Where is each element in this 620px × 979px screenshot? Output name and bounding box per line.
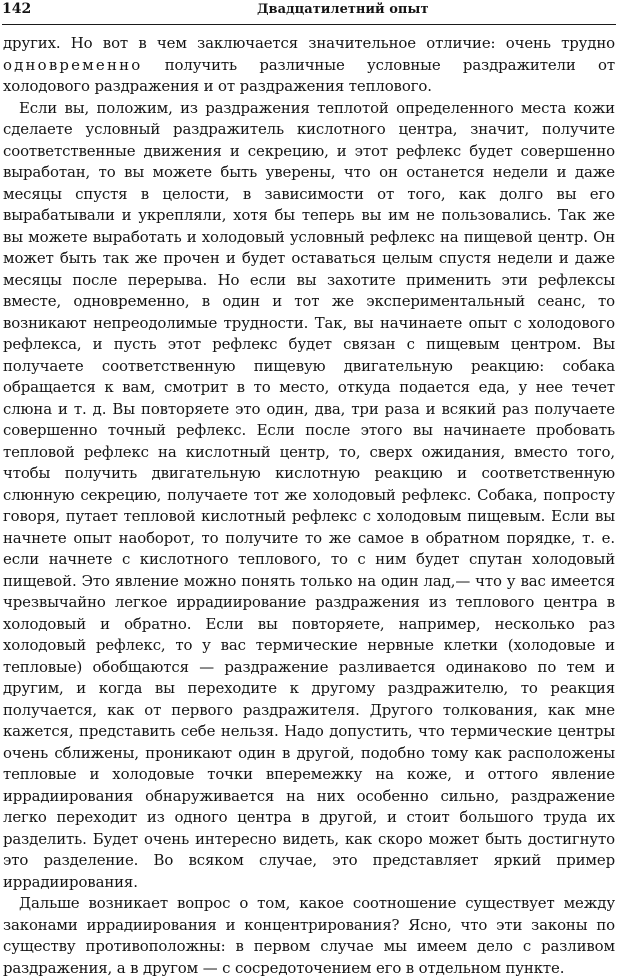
running-title: Двадцатилетний опыт [257, 2, 429, 17]
emphasized-word: одновременно [3, 55, 143, 74]
body-text [3, 33, 615, 979]
paragraph-irradiation-question: Дальше возникает вопрос о том, какое соотношение существует между законами иррадиирования и концентрирования? Ясно, что эти законы по существу противоположны: в первом случае мы имеем дело с разливом раздражения, а в другом — с сосредоточением его в отдельном пункте. [3, 894, 615, 977]
paragraph-rest: получить различные условные раздражители от холодового раздражения и от раздражения теплового. [3, 55, 615, 95]
paragraph-lead: других. Но вот в чем заключается значительное отличие: очень трудно [3, 34, 615, 52]
page-header [2, 0, 616, 25]
paragraph-continued [3, 33, 615, 98]
paragraph-thermal-reflexes: Если вы, положим, из раздражения теплотой определенного места кожи сделаете условный раздражитель кислотного центра, значит, получите соответственные движения и секрецию, и этот рефлекс будет совершенно выработан, то вы можете быть уверены, что он останется недели и даже месяцы спустя в целости, в зависимости от того, как долго вы его вырабатывали и укрепляли, хотя бы теперь вы им не пользовались. Так же вы можете выработать и холодовый условный рефлекс на пищевой центр. Он может быть так же прочен и будет оставаться целым спустя недели и даже месяцы после перерыва. Но если вы захотите применить эти рефлексы вместе, одновременно, в один и тот же экспериментальный сеанс, то возникают непреодолимые трудности. Так, вы начинаете опыт с холодового рефлекса, и пусть этот рефлекс будет связан с пищевым центром. Вы получаете соответственную пищевую двигательную реакцию: собака обращается к вам, смотрит в то место, откуда подается еда, у нее течет слюна и т. д. Вы повторяете это один, два, три раза и всякий раз получаете совершенно точный рефлекс. Если после этого вы начинаете пробовать тепловой рефлекс на кислотный центр, то, сверх ожидания, вместо того, чтобы получить двигательную кислотную реакцию и соответственную слюнную секрецию, получаете тот же холодовый рефлекс. Собака, попросту говоря, путает тепловой кислотный рефлекс с холодовым пищевым. Если вы начнете опыт наоборот, то получите то же самое в обратном порядке, т. е. если начнете с кислотного теплового, то с ним будет спутан холодовый пищевой. Это явление можно понять только на один лад,— что у вас имеется чрезвычайно легкое иррадиирование раздражения из теплового центра в холодовый и обратно. Если вы повторяете, например, несколько раз холодовый рефлекс, то у вас термические нервные клетки (холодовые и тепловые) обобщаются — раздражение разливается одинаково по тем и другим, и когда вы переходите к другому раздражителю, то реакция получается, как от первого раздражителя. Другого толкования, как мне кажется, представить себе нельзя. Надо допустить, что термические центры очень сближены, проникают один в другой, подобно тому как расположены тепловые и холодовые точки вперемежку на коже, и оттого явление иррадиирования обнаруживается на них особенно сильно, раздражение легко переходит из одного центра в другой, и стоит большого труда их разделить. Будет очень интересно видеть, как скоро может быть достигнуто это разделение. Во всяком случае, это представляет яркий пример иррадиирования. [3, 98, 615, 891]
page-number: 142 [2, 1, 32, 17]
